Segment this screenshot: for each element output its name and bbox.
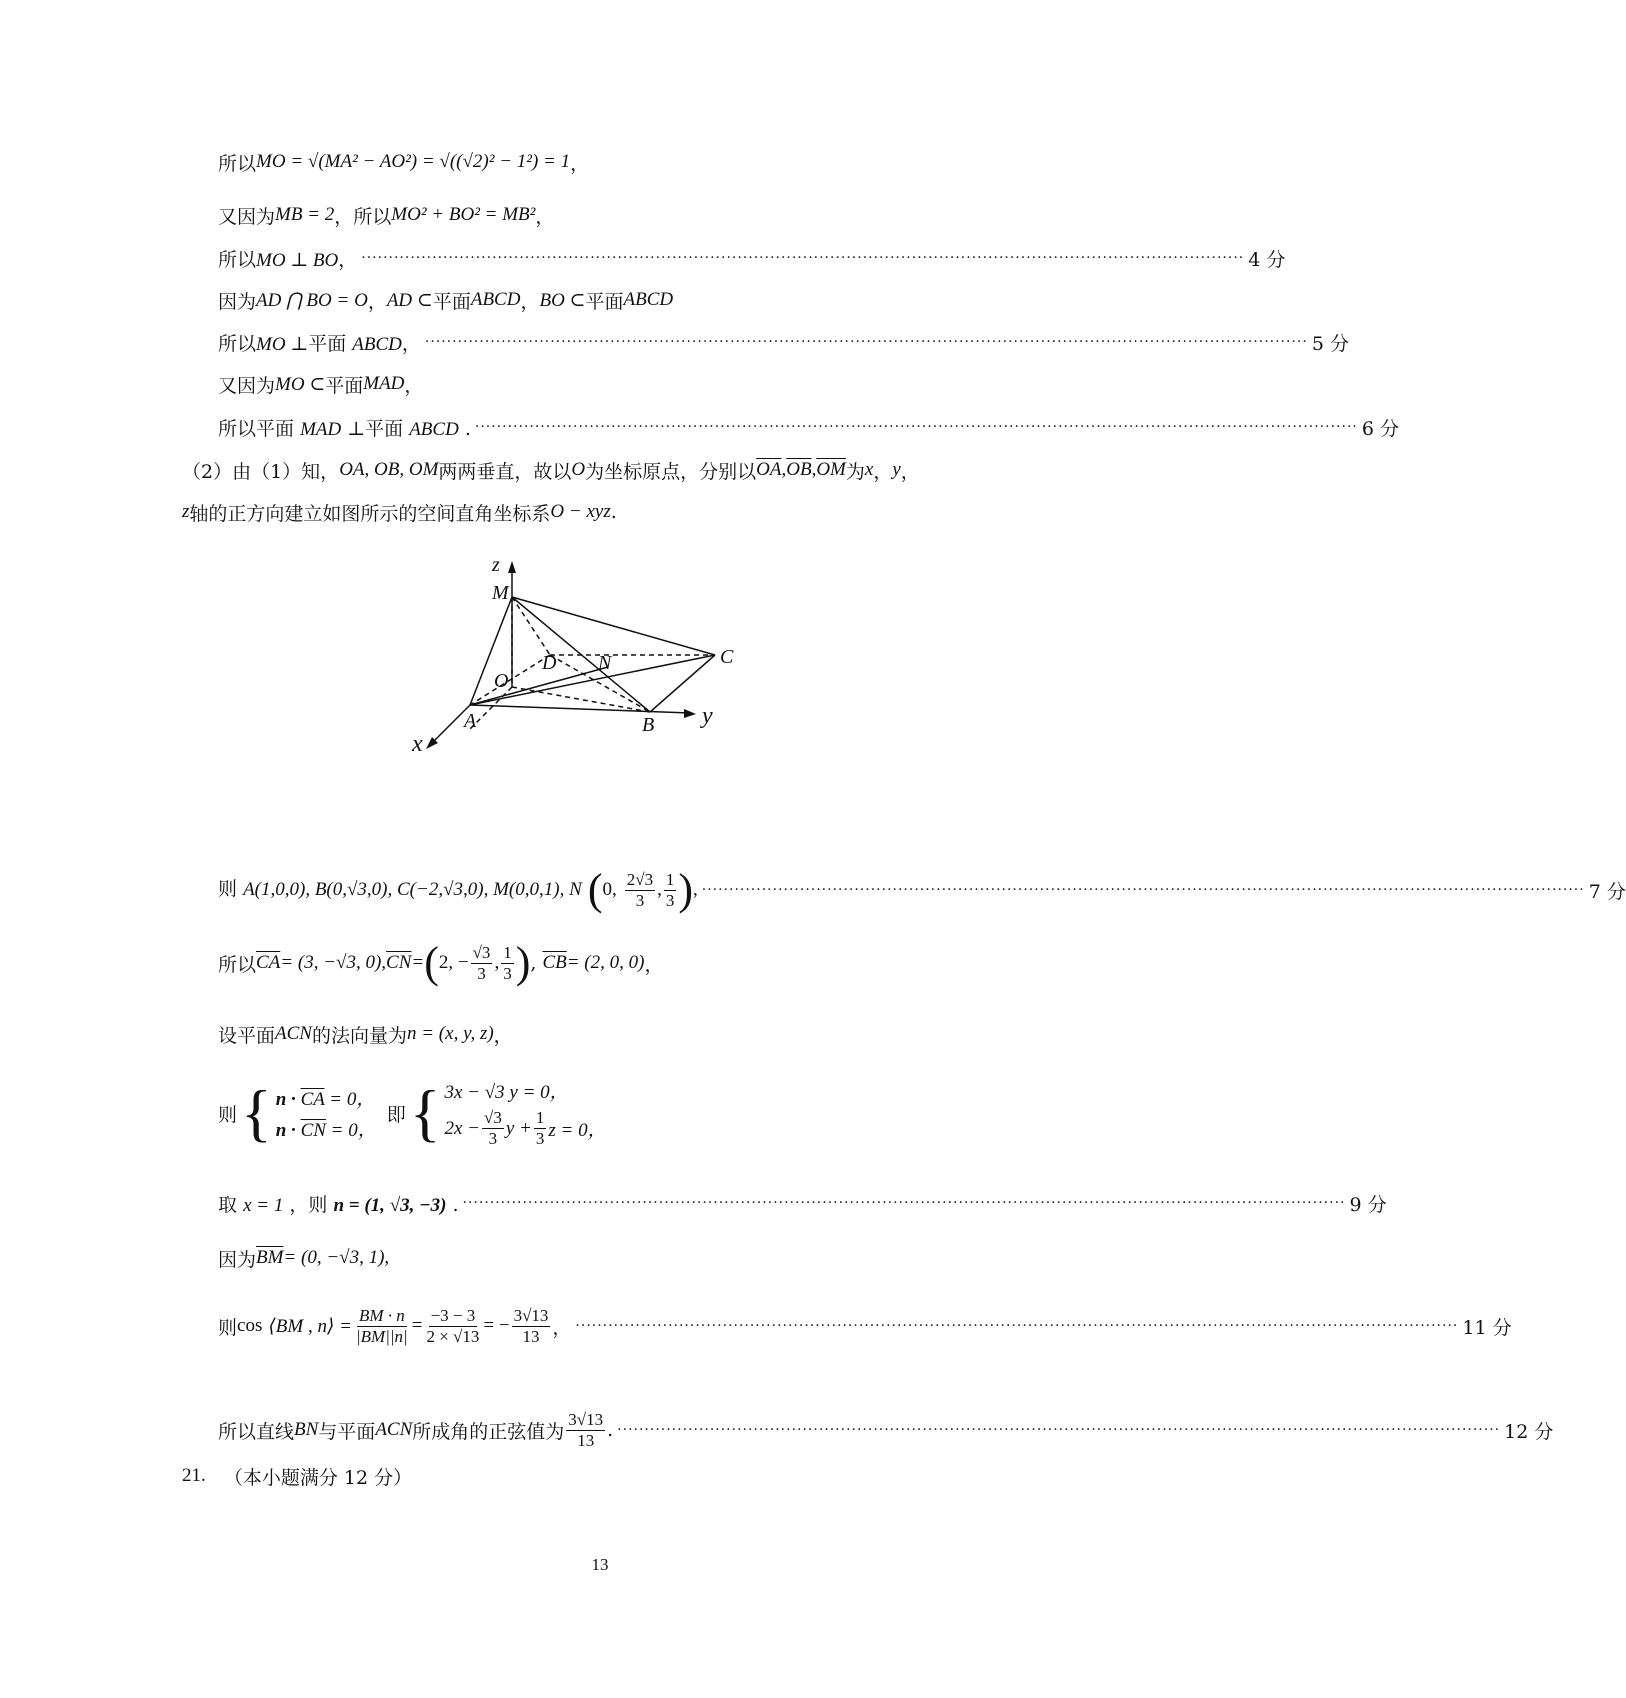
- text: 所以: [218, 953, 257, 976]
- system-2: { 3x − √3 y = 0， 2x − $\frac{√3}{3}$ y + $\frac{1}{3}$ z = 0，: [409, 1077, 607, 1148]
- line-2: [218, 195, 1000, 235]
- text: 所以平面: [218, 417, 295, 440]
- coordinate-figure: [412, 554, 760, 770]
- line-5: [218, 322, 1349, 362]
- formula: n = (1, √3, −3): [333, 1194, 447, 1216]
- text: ，: [873, 460, 893, 483]
- text: .: [464, 417, 471, 440]
- text: 设平面: [218, 1024, 276, 1047]
- formula: MAD: [300, 418, 342, 440]
- formula: ABCD: [352, 333, 402, 355]
- label-x: x: [412, 731, 423, 757]
- vector-ob: $\overline{OB}$: [786, 459, 812, 480]
- formula: ACN: [275, 1023, 312, 1044]
- text: 取: [218, 1193, 238, 1216]
- text: 轴的正方向建立如图所示的空间直角坐标系: [189, 502, 551, 525]
- label-y: y: [702, 703, 713, 729]
- text: 又因为: [218, 205, 276, 228]
- label-z: z: [492, 554, 500, 576]
- text: 因为: [218, 1248, 257, 1271]
- vector-om: $\overline{OM}$: [816, 459, 846, 480]
- text: 所以: [218, 152, 257, 175]
- fraction: $\frac{-3 - 3}{2 \times √13}$: [426, 1305, 480, 1346]
- text: 所以直线: [218, 1420, 295, 1443]
- score: 11 分: [1462, 1316, 1512, 1339]
- text: 平面: [432, 290, 471, 313]
- score: 7 分: [1588, 880, 1626, 903]
- dot-leader: [617, 1422, 1500, 1438]
- page-number: 13: [591, 1555, 609, 1574]
- formula: ABCD: [409, 418, 459, 440]
- fraction: $\frac{1}{3}$: [665, 869, 675, 910]
- vector-bm: $\overline{BM}$: [256, 1247, 284, 1268]
- score: 4 分: [1248, 248, 1286, 271]
- dot-leader: [702, 882, 1585, 898]
- formula: MO² + BO² = MB²: [391, 204, 536, 225]
- formula: OA, OB, OM: [339, 459, 439, 480]
- fraction: $\frac{2√3}{3}$: [626, 869, 654, 910]
- fraction: $\frac{3√13}{13}$: [513, 1305, 549, 1346]
- text: 为坐标原点，分别以: [585, 460, 757, 483]
- text: ，: [535, 205, 555, 228]
- text: ，: [900, 460, 920, 483]
- formula: =: [411, 952, 425, 973]
- label-C: C: [720, 646, 734, 668]
- formula: = (3, −√3, 0),: [280, 952, 387, 973]
- dot-leader: [475, 419, 1358, 435]
- text: ，: [570, 152, 590, 175]
- label-M: M: [492, 582, 509, 604]
- text: 两两垂直，故以: [438, 460, 572, 483]
- text: 平面: [365, 417, 404, 440]
- formula: ABCD: [470, 289, 521, 310]
- formula: ⟨BM , n⟩ =: [268, 1315, 352, 1337]
- formula: z: [182, 501, 190, 522]
- formula: MO ⊥ BO: [256, 249, 339, 271]
- label-N: N: [598, 652, 612, 674]
- formula: AD ⋂ BO = O: [256, 289, 368, 311]
- text: .: [610, 501, 617, 523]
- formula: cos: [237, 1315, 263, 1336]
- line-18: [182, 1456, 1018, 1496]
- text: 平面: [308, 332, 347, 355]
- text: ,: [781, 459, 787, 480]
- line-16: 则 cos ⟨BM , n⟩ = $\frac{BM \cdot n}{|BM||n|}$ = $\frac{-3 - 3}{2 \times √13}$ = − $\frac{3√13}{13}$ ， ····· 11 分: [218, 1296, 1000, 1356]
- text: 所以: [218, 332, 257, 355]
- text: 所成角的正弦值为: [412, 1420, 565, 1443]
- line-10: 则 A(1,0,0), B(0,√3,0), C(−2,√3,0), M(0,0,1), N (0, $\frac{2√3}{3}$ , $\frac{1}{3}$ ), ····· 7 分: [218, 860, 1000, 920]
- score: 12 分: [1504, 1420, 1554, 1443]
- vector-cb: $\overline{CB}$: [542, 952, 567, 973]
- text: 为: [845, 460, 865, 483]
- text: ，: [367, 290, 387, 313]
- formula: n = (x, y, z): [406, 1023, 494, 1044]
- text: 则: [218, 1103, 238, 1126]
- formula: ⊥: [347, 418, 366, 440]
- formula: ABCD: [623, 289, 674, 310]
- line-3: [218, 238, 1286, 278]
- question-number: 21.: [182, 1465, 206, 1486]
- formula: MO = √(MA² − AO²) = √((√2)² − 1²) = 1: [256, 151, 571, 172]
- formula: = (2, 0, 0): [566, 952, 645, 973]
- line-17: 所以直线 BN 与平面 ACN 所成角的正弦值为 $\frac{3√13}{13}$ . ····· 12 分: [218, 1400, 1000, 1460]
- text: 因为: [218, 290, 257, 313]
- line-11: 所以 $\overline{CA}$ = (3, −√3, 0), $\overline{CN}$ = ( 2, − $\frac{√3}{3}$ , $\frac{1}{3}$ ) , $\overline{CB}$ = (2, 0, 0) ，: [218, 938, 664, 987]
- formula: MO ⊂: [275, 373, 326, 395]
- line-8: [182, 450, 1018, 490]
- formula: MB = 2: [275, 204, 335, 225]
- y-axis-arrow: [684, 709, 696, 718]
- formula: 0,: [602, 879, 617, 900]
- dot-leader: [361, 250, 1244, 266]
- dot-leader: [575, 1318, 1458, 1334]
- vector-ca: $\overline{CA}$: [256, 952, 281, 973]
- line-4: [218, 280, 1000, 320]
- line-13: [218, 1068, 1000, 1158]
- label-D: D: [542, 652, 557, 674]
- text: 平面: [325, 374, 364, 397]
- formula: A(1,0,0), B(0,√3,0), C(−2,√3,0), M(0,0,1),: [243, 879, 570, 900]
- text: ，: [520, 290, 540, 313]
- formula: BO ⊂: [539, 289, 586, 311]
- line-6: [218, 364, 1000, 404]
- score: 6 分: [1361, 417, 1399, 440]
- text: ，: [404, 374, 424, 397]
- line-12: 设平面 ACN 的法向量为 n = (x, y, z) ，: [218, 1014, 1000, 1054]
- line-1: [218, 142, 1000, 182]
- text: 的法向量为: [311, 1024, 407, 1047]
- text: 与平面: [318, 1420, 376, 1443]
- formula: ACN: [375, 1419, 413, 1440]
- score: 9 分: [1349, 1193, 1387, 1216]
- text: ，则: [289, 1193, 328, 1216]
- line-15: [218, 1238, 1000, 1278]
- fraction: $\frac{1}{3}$: [503, 942, 512, 983]
- fraction: $\frac{3√13}{13}$: [568, 1409, 604, 1450]
- formula: O: [571, 459, 586, 480]
- z-axis-arrow: [508, 561, 516, 573]
- text: ，: [338, 248, 358, 271]
- system-1: { $n \cdot \overline{CA} = 0$， $n \cdot \overline{CN} = 0$，: [241, 1077, 377, 1148]
- text: ，所以: [334, 205, 392, 228]
- line-7: [218, 407, 1399, 447]
- vector-cn: $\overline{CN}$: [386, 952, 412, 973]
- text: 则: [218, 1316, 238, 1339]
- line-9: [182, 492, 1018, 532]
- vector-oa: $\overline{OA}$: [756, 459, 782, 480]
- text: 平面: [585, 290, 624, 313]
- text: （2）由（1）知，: [182, 460, 340, 483]
- edge-AN: [470, 667, 608, 705]
- line-14: 取 x = 1 ，则 n = (1, √3, −3) . ····· 9 分: [218, 1183, 1000, 1223]
- formula: MO ⊥: [256, 333, 309, 355]
- formula: = (0, −√3, 1),: [283, 1247, 390, 1268]
- label-O: O: [494, 670, 509, 692]
- fraction: $\frac{BM \cdot n}{|BM||n|}$: [355, 1305, 408, 1346]
- dot-leader: [425, 334, 1308, 350]
- formula: x: [864, 459, 874, 480]
- score: 5 分: [1311, 332, 1349, 355]
- dot-leader: [463, 1195, 1346, 1211]
- formula: MAD: [363, 373, 405, 394]
- text: 则: [218, 878, 238, 900]
- formula: O − xyz: [550, 501, 611, 522]
- label-A: A: [464, 710, 477, 732]
- text: ,: [811, 459, 817, 480]
- formula: AD ⊂: [386, 289, 433, 311]
- formula: y: [892, 459, 901, 480]
- fraction: $\frac{√3}{3}$: [472, 942, 491, 983]
- edge-MC: [512, 597, 715, 655]
- text: 所以: [218, 248, 257, 271]
- formula: BN: [294, 1419, 319, 1440]
- formula: x = 1: [243, 1194, 284, 1216]
- formula: N: [569, 879, 582, 900]
- text: ，: [401, 332, 421, 355]
- label-B: B: [642, 714, 655, 736]
- text: 即: [386, 1103, 406, 1126]
- question-heading: （本小题满分 12 分）: [223, 1466, 413, 1489]
- pyramid-diagram: [412, 554, 760, 765]
- text: 又因为: [218, 374, 276, 397]
